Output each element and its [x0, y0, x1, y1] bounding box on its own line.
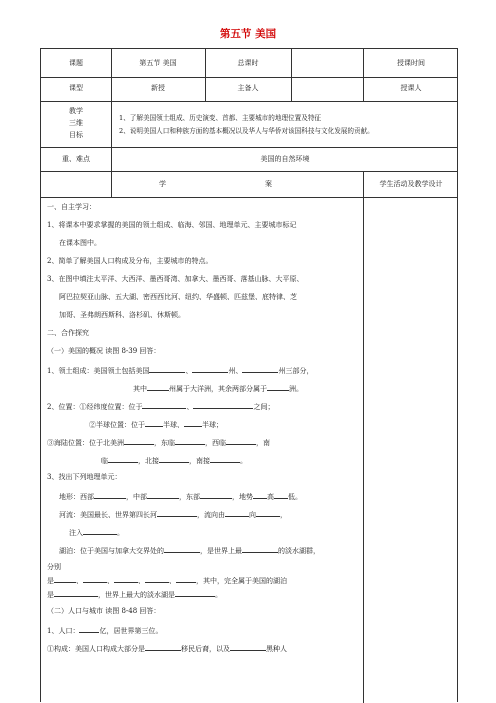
teaching-time-label: 授课时间 — [397, 59, 425, 67]
page-title: 第五节 美国 — [219, 28, 277, 40]
subsection-population: （二）人口与城市 读图 8-48 回答： — [47, 607, 161, 615]
goal-item-1: 1、了解美国领土组成、历史演变、首都、主要城市的地理位置及特征 — [119, 114, 322, 122]
question-3-lakes-4: 是 ，世界上最大的淡水湖是 。 — [47, 591, 222, 599]
question-3-lakes-3: 是 、 、 、 、 ，其中，完全属于美国的湖泊 — [47, 577, 287, 585]
question-3-river-2: 注入 。 — [69, 529, 124, 537]
question-2-line-4: 临 ，北接 ，南接 。 — [101, 457, 247, 465]
task-1-line-1: 1、将课本中要求掌握的美国的领土组成、临海、邻国、地理单元、主要城市标记 — [47, 221, 297, 229]
goals-label-3: 目标 — [69, 131, 83, 139]
question-1-line-1: 1、领土组成：美国领土包括美国 、 州、 州三部分， — [47, 367, 314, 375]
question-2-line-2: ②半球位置：位于 半球、 半球； — [89, 421, 223, 429]
study-content — [41, 197, 363, 703]
question-2-line-3: ③海陆位置：位于北美洲 ，东临 ，西临 ，南 — [47, 439, 270, 447]
section-cooperative: 二、合作探究 — [47, 329, 89, 337]
task-1-line-2: 在课本图中。 — [59, 239, 101, 247]
column-header-study: 学 — [159, 180, 166, 188]
main-preparer-label: 主备人 — [237, 84, 259, 92]
question-3: 3、找出下列地理单元： — [47, 473, 122, 481]
goal-item-2: 2、说明美国人口和种族方面的基本概况以及华人与华侨对该国科技与文化发展的贡献。 — [119, 127, 374, 135]
task-3-line-2: 阿巴拉契亚山脉、五大湖、密西西比河、纽约、华盛顿、匹兹堡、底特律、芝 — [59, 293, 297, 301]
question-1-line-2: 其中 州属于大洋洲，其余两部分属于 洲。 — [133, 385, 303, 393]
focus-value: 美国的自然环境 — [260, 155, 310, 163]
question-3-lakes-1: 湖泊：位于美国与加拿大交界处的 ，是世界上最 的淡水湖群， — [59, 547, 320, 555]
question-2-line-1: 2、位置：①经纬度位置：位于 、 之间； — [47, 403, 275, 411]
population-composition: ①构成：美国人口构成大部分是 移民后裔，以及 黑种人 — [47, 645, 287, 653]
goals-label-2: 三维 — [69, 119, 83, 127]
task-2: 2、简单了解美国人口构成及分布，主要城市的特点。 — [47, 257, 213, 265]
lesson-table — [40, 48, 458, 702]
population-1: 1、人口： 亿，居世界第三位。 — [47, 627, 163, 635]
topic-label: 课题 — [69, 59, 83, 67]
topic-value: 第五节 美国 — [139, 59, 177, 67]
question-3-terrain: 地形：西部 ，中部 ，东部 ，地势 高 低。 — [59, 493, 302, 501]
goals-label-1: 教学 — [69, 107, 83, 115]
total-hours-label: 总课时 — [237, 59, 259, 67]
column-header-plan: 案 — [265, 180, 272, 188]
lesson-type-label: 课型 — [69, 84, 83, 92]
lesson-type-value: 新授 — [151, 84, 165, 92]
teacher-label: 授课人 — [400, 84, 422, 92]
task-3-line-1: 3、在图中填注太平洋、大西洋、墨西哥湾、加拿大、墨西哥、落基山脉、大平原、 — [47, 275, 304, 283]
section-self-study: 一、自主学习： — [47, 203, 96, 211]
student-activity-column — [364, 197, 459, 703]
focus-label: 重、难点 — [62, 155, 90, 163]
question-3-river-1: 河流：美国最长、世界第四长河 ，流向由 向 ， — [59, 511, 287, 519]
subsection-overview: （一）美国的概况 读图 8-39 回答： — [47, 347, 161, 355]
column-header-activities: 学生活动及教学设计 — [379, 180, 443, 188]
task-3-line-3: 加哥、圣弗朗西斯科、洛杉矶、休斯顿。 — [59, 311, 185, 319]
question-3-lakes-2: 分别 — [47, 563, 61, 571]
